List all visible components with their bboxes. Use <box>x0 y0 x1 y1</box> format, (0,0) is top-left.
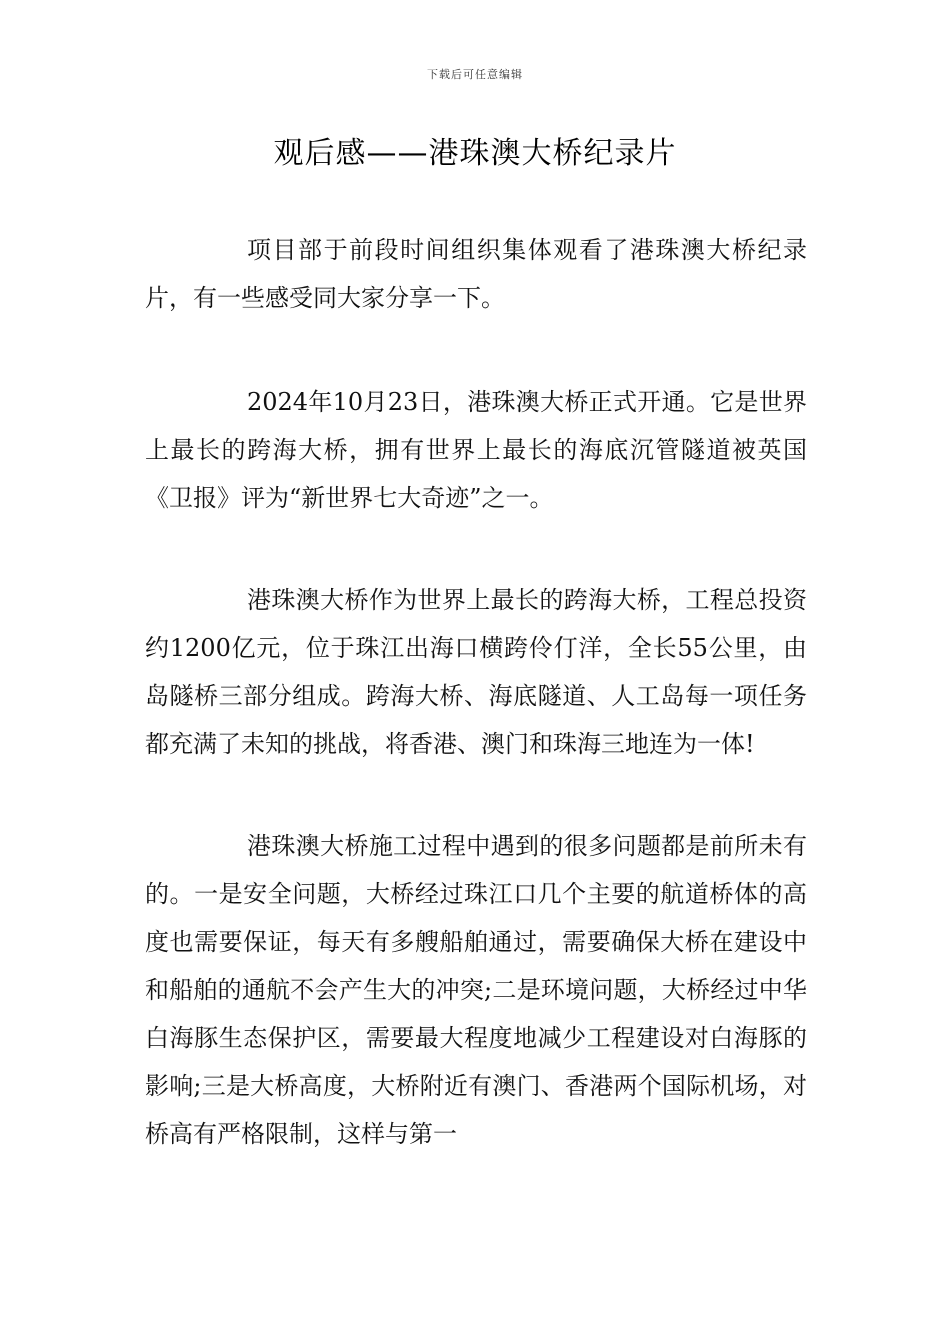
paragraph-opening: 2024年10月23日，港珠澳大桥正式开通。它是世界上最长的跨海大桥，拥有世界上最长的海底沉管隧道被英国《卫报》评为“新世界七大奇迹”之一。 <box>145 388 807 512</box>
paragraph-overview: 港珠澳大桥作为世界上最长的跨海大桥，工程总投资约1200亿元，位于珠江出海口横跨伶仃洋，全长55公里，由岛隧桥三部分组成。跨海大桥、海底隧道、人工岛每一项任务都充满了未知的挑战，将香港、澳门和珠海三地连为一体! <box>145 586 807 758</box>
document-body <box>145 226 807 1214</box>
paragraph-intro: 项目部于前段时间组织集体观看了港珠澳大桥纪录片，有一些感受同大家分享一下。 <box>145 236 807 312</box>
paragraph-challenges: 港珠澳大桥施工过程中遇到的很多问题都是前所未有的。一是安全问题，大桥经过珠江口几个主要的航道桥体的高度也需要保证，每天有多艘船舶通过，需要确保大桥在建设中和船舶的通航不会产生大的冲突;二是环境问题，大桥经过中华白海豚生态保护区，需要最大程度地减少工程建设对白海豚的影响;三是大桥高度，大桥附近有澳门、香港两个国际机场，对桥高有严格限制，这样与第一 <box>145 832 807 1148</box>
document-title: 观后感——港珠澳大桥纪录片 <box>273 136 677 171</box>
header-note: 下载后可任意编辑 <box>427 68 523 81</box>
